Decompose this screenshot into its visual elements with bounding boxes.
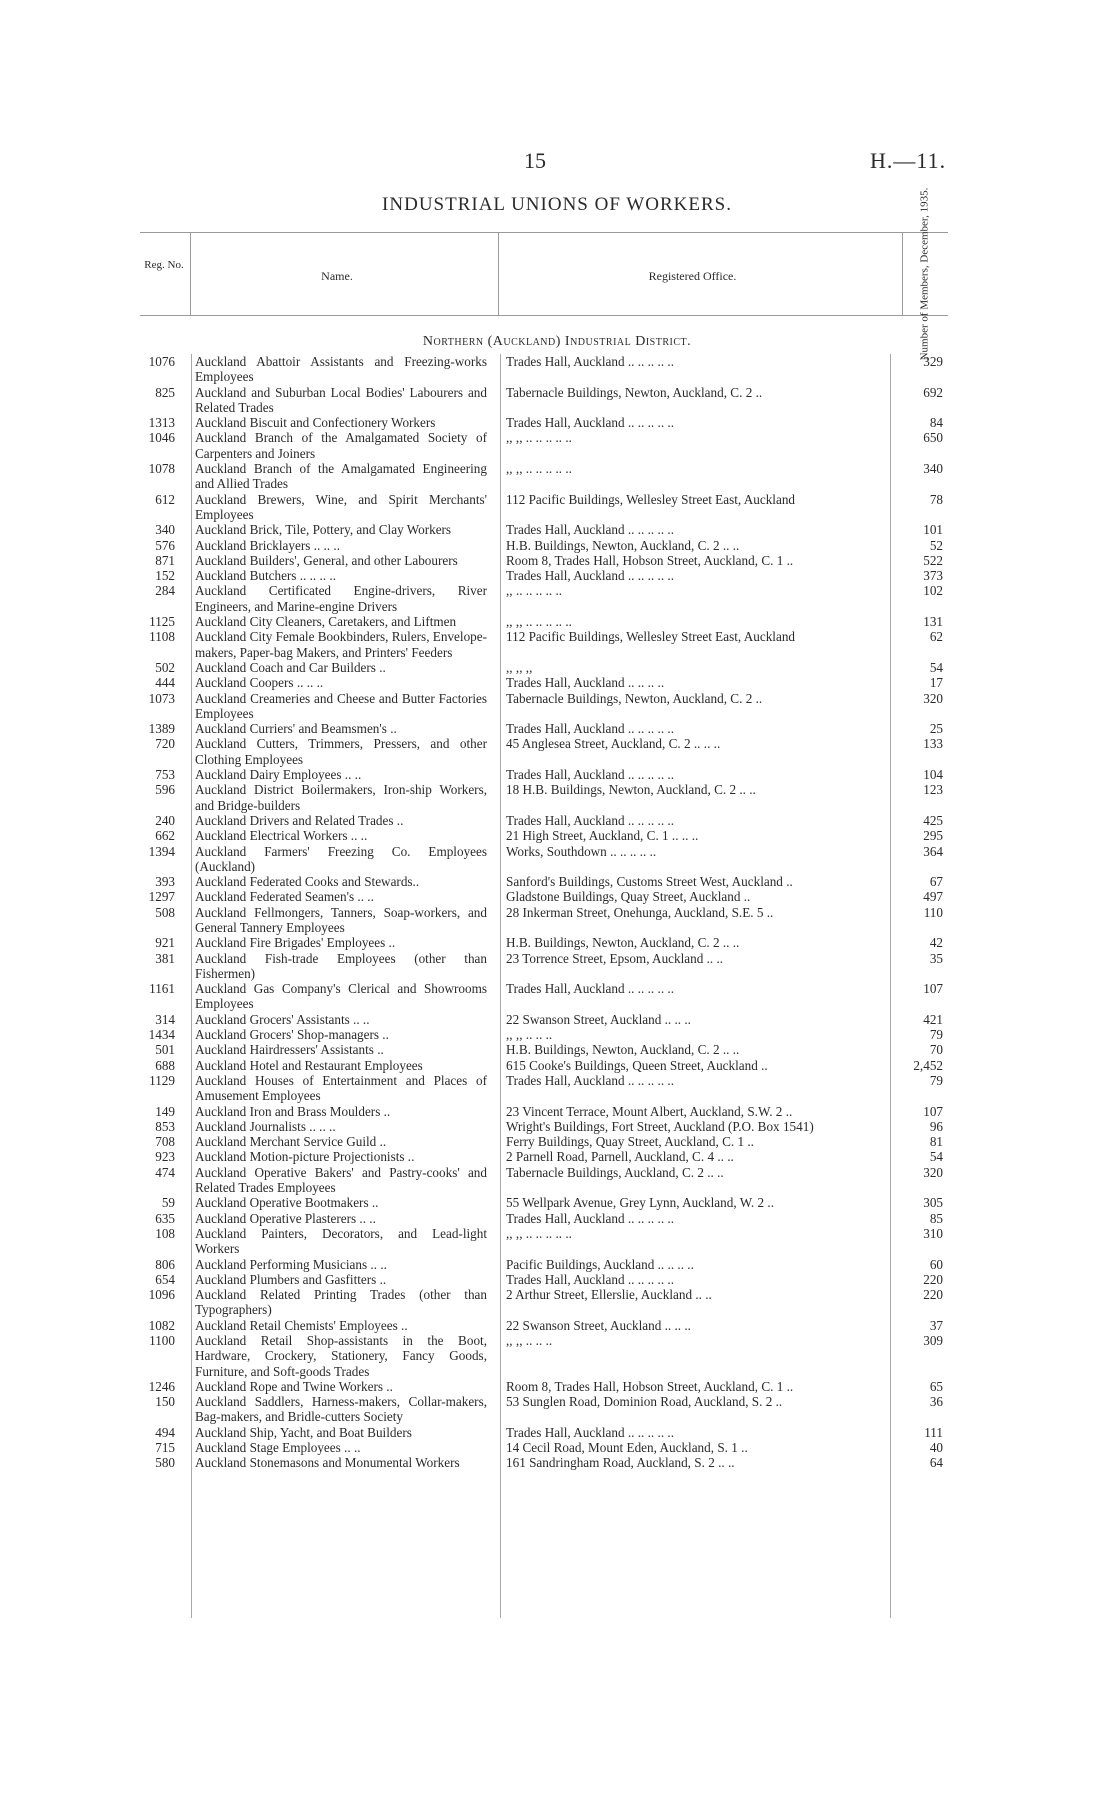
reg-no-cell: 654: [155, 1271, 175, 1287]
union-name-cell: Auckland Federated Seamen's .. ..: [195, 889, 374, 905]
union-name-cell: Auckland Builders', General, and other Labourers: [195, 552, 458, 568]
table-row: [140, 1333, 948, 1379]
table-row: [140, 1149, 948, 1164]
reg-no-cell: 576: [155, 537, 175, 553]
registered-office-cell: 23 Torrence Street, Epsom, Auckland .. ..: [506, 950, 724, 966]
union-name-cell: Auckland Certificated Engine-drivers, River Engineers, and Marine-engine Drivers: [195, 583, 487, 614]
members-count-cell: 133: [923, 736, 943, 752]
reg-no-cell: 1129: [149, 1072, 175, 1088]
union-name-cell: Auckland Hairdressers' Assistants ..: [195, 1042, 384, 1058]
table-row: [140, 1073, 948, 1104]
union-name-cell: Auckland Grocers' Shop-managers ..: [195, 1027, 389, 1043]
reg-no-cell: 1125: [149, 614, 175, 630]
table-row: [140, 553, 948, 568]
union-name-cell: Auckland and Suburban Local Bodies' Labourers and Related Trades: [195, 384, 487, 415]
registered-office-cell: Sanford's Buildings, Customs Street West, Auckland ..: [506, 874, 793, 890]
table-row: [140, 874, 948, 889]
members-count-cell: 305: [923, 1195, 943, 1211]
reg-no-cell: 59: [161, 1195, 175, 1211]
members-count-cell: 692: [923, 384, 943, 400]
registered-office-cell: ,, ,, .. .. ..: [506, 1333, 553, 1348]
union-name-cell: Auckland Retail Shop-assistants in the Boot, Hardware, Crockery, Stationery, Fancy Goods, Furniture, and Soft-goods Trades: [195, 1333, 487, 1379]
table-row: [140, 1394, 948, 1425]
registered-office-cell: Tabernacle Buildings, Newton, Auckland, C. 2 ..: [506, 690, 763, 706]
union-name-cell: Auckland Operative Plasterers .. ..: [195, 1210, 376, 1226]
union-name-cell: Auckland Ship, Yacht, and Boat Builders: [195, 1424, 412, 1440]
reg-no-cell: 1389: [148, 721, 175, 737]
members-count-cell: 329: [923, 354, 943, 369]
members-count-cell: 36: [929, 1394, 943, 1410]
members-count-cell: 220: [923, 1271, 943, 1287]
union-name-cell: Auckland Hotel and Restaurant Employees: [195, 1057, 423, 1073]
reg-no-cell: 1297: [148, 889, 175, 905]
table-row: [140, 1287, 948, 1318]
registered-office-cell: H.B. Buildings, Newton, Auckland, C. 2 .. ..: [506, 935, 740, 951]
union-name-cell: Auckland Performing Musicians .. ..: [195, 1256, 387, 1272]
members-count-cell: 309: [923, 1333, 943, 1348]
members-count-cell: 25: [929, 721, 943, 737]
union-name-cell: Auckland Bricklayers .. .. ..: [195, 537, 341, 553]
table-row: [140, 1379, 948, 1394]
registered-office-cell: 28 Inkerman Street, Onehunga, Auckland, S.E. 5 ..: [506, 904, 774, 920]
table-row: [140, 1042, 948, 1057]
table-row: [140, 889, 948, 904]
reg-no-cell: 1434: [148, 1027, 175, 1043]
table-row: [140, 691, 948, 722]
table-row: [140, 767, 948, 782]
registered-office-cell: 22 Swanson Street, Auckland .. .. ..: [506, 1317, 691, 1333]
reg-no-cell: 444: [155, 675, 175, 691]
members-count-cell: 84: [929, 415, 943, 431]
members-count-cell: 2,452: [913, 1057, 943, 1073]
union-name-cell: Auckland Stage Employees .. ..: [195, 1440, 361, 1456]
reg-no-cell: 501: [155, 1042, 175, 1058]
members-count-cell: 54: [929, 1149, 943, 1165]
registered-office-cell: H.B. Buildings, Newton, Auckland, C. 2 .. ..: [506, 537, 740, 553]
members-count-cell: 123: [923, 782, 943, 798]
union-name-cell: Auckland Curriers' and Beamsmen's ..: [195, 721, 397, 737]
reg-no-cell: 1096: [148, 1287, 175, 1303]
reg-no-cell: 596: [155, 782, 175, 798]
members-count-cell: 40: [929, 1440, 943, 1456]
members-count-cell: 110: [923, 904, 943, 920]
union-name-cell: Auckland Retail Chemists' Employees ..: [195, 1317, 408, 1333]
registered-office-cell: ,, ,, .. .. ..: [506, 1027, 553, 1043]
table-row: [140, 492, 948, 523]
table-row: [140, 1226, 948, 1257]
registered-office-cell: Ferry Buildings, Quay Street, Auckland, C. 1 ..: [506, 1134, 754, 1150]
members-count-cell: 364: [923, 843, 943, 859]
union-name-cell: Auckland Creameries and Cheese and Butter Factories Employees: [195, 690, 487, 721]
reg-no-cell: 825: [155, 384, 175, 400]
reg-no-cell: 502: [155, 659, 175, 675]
table-row: [140, 1318, 948, 1333]
members-count-cell: 310: [923, 1225, 943, 1241]
registered-office-cell: 2 Arthur Street, Ellerslie, Auckland .. ..: [506, 1287, 712, 1303]
table-row: [140, 1058, 948, 1073]
reg-no-cell: 149: [155, 1103, 175, 1119]
union-name-cell: Auckland Fellmongers, Tanners, Soap-workers, and General Tannery Employees: [195, 904, 487, 935]
reg-no-header: Reg. No.: [144, 259, 184, 271]
reg-no-cell: 381: [155, 950, 175, 966]
reg-no-cell: 1076: [148, 354, 175, 369]
registered-office-cell: 23 Vincent Terrace, Mount Albert, Auckland, S.W. 2 ..: [506, 1103, 793, 1119]
members-count-cell: 497: [923, 889, 943, 905]
union-name-cell: Auckland Federated Cooks and Stewards..: [195, 874, 420, 890]
registered-office-cell: 53 Sunglen Road, Dominion Road, Auckland, S. 2 ..: [506, 1394, 783, 1410]
members-count-cell: 65: [929, 1378, 943, 1394]
table-row: [140, 1272, 948, 1287]
registered-office-cell: Tabernacle Buildings, Newton, Auckland, C. 2 ..: [506, 384, 763, 400]
members-count-cell: 107: [923, 981, 943, 997]
reg-no-cell: 635: [155, 1210, 175, 1226]
union-name-cell: Auckland Biscuit and Confectionery Workers: [195, 415, 436, 431]
members-count-cell: 373: [923, 568, 943, 584]
union-name-cell: Auckland Butchers .. .. .. ..: [195, 568, 337, 584]
table-row: [140, 813, 948, 828]
union-name-cell: Auckland Electrical Workers .. ..: [195, 828, 368, 844]
registered-office-cell: ,, ,, .. .. .. .. ..: [506, 430, 572, 446]
union-name-cell: Auckland Coopers .. .. ..: [195, 675, 324, 691]
registered-office-cell: 21 High Street, Auckland, C. 1 .. .. ..: [506, 828, 699, 844]
members-count-cell: 42: [929, 935, 943, 951]
union-name-cell: Auckland Painters, Decorators, and Lead-light Workers: [195, 1225, 487, 1257]
table-row: [140, 951, 948, 982]
registered-office-cell: Trades Hall, Auckland .. .. .. .. ..: [506, 721, 675, 737]
reg-no-cell: 314: [155, 1011, 175, 1027]
table-row: [140, 1119, 948, 1134]
reg-no-cell: 708: [155, 1134, 175, 1150]
reg-no-cell: 806: [155, 1256, 175, 1272]
table-row: [140, 538, 948, 553]
members-count-cell: 79: [929, 1027, 943, 1043]
table-row: [140, 614, 948, 629]
union-name-cell: Auckland Journalists .. .. ..: [195, 1118, 336, 1134]
members-count-cell: 425: [923, 812, 943, 828]
table-row: [140, 415, 948, 430]
registered-office-cell: ,, ,, .. .. .. .. ..: [506, 1225, 572, 1241]
unions-table: [140, 354, 948, 1471]
union-name-cell: Auckland Stonemasons and Monumental Workers: [195, 1455, 460, 1471]
registered-office-cell: Trades Hall, Auckland .. .. .. ..: [506, 675, 665, 691]
registered-office-cell: ,, ,, ,,: [506, 659, 533, 675]
members-count-cell: 64: [929, 1455, 943, 1471]
union-name-cell: Auckland Related Printing Trades (other than Typographers): [195, 1287, 487, 1318]
registered-office-cell: Wright's Buildings, Fort Street, Auckland (P.O. Box 1541): [506, 1118, 814, 1134]
reg-no-cell: 284: [155, 583, 175, 599]
members-count-cell: 220: [923, 1287, 943, 1303]
reg-no-cell: 340: [155, 522, 175, 538]
registered-office-cell: Room 8, Trades Hall, Hobson Street, Auckland, C. 1 ..: [506, 1378, 794, 1394]
union-name-cell: Auckland Abattoir Assistants and Freezing-works Employees: [195, 354, 487, 385]
table-row: [140, 1104, 948, 1119]
reg-no-cell: 1313: [148, 415, 175, 431]
registered-office-cell: ,, ,, .. .. .. .. ..: [506, 461, 572, 477]
reg-no-cell: 688: [155, 1057, 175, 1073]
reg-no-cell: 1246: [148, 1378, 175, 1394]
table-row: [140, 905, 948, 936]
reg-no-cell: 921: [155, 935, 175, 951]
registered-office-cell: ,, .. .. .. .. ..: [506, 583, 563, 599]
registered-office-cell: Trades Hall, Auckland .. .. .. .. ..: [506, 1072, 675, 1088]
name-header: Name.: [321, 269, 353, 283]
union-name-cell: Auckland Rope and Twine Workers ..: [195, 1378, 393, 1394]
union-name-cell: Auckland City Cleaners, Caretakers, and Liftmen: [195, 614, 457, 630]
registered-office-cell: 14 Cecil Road, Mount Eden, Auckland, S. 1 ..: [506, 1440, 748, 1456]
reg-no-cell: 1394: [148, 843, 175, 859]
reg-no-cell: 474: [155, 1164, 175, 1180]
members-count-cell: 17: [929, 675, 943, 691]
reg-no-cell: 1161: [149, 981, 175, 997]
table-row: [140, 354, 948, 385]
reg-no-cell: 662: [155, 828, 175, 844]
table-row: [140, 1455, 948, 1470]
members-count-cell: 54: [929, 659, 943, 675]
reg-no-cell: 1046: [148, 430, 175, 446]
members-count-cell: 35: [929, 950, 943, 966]
table-row: [140, 1027, 948, 1042]
members-count-cell: 340: [923, 461, 943, 477]
registered-office-cell: 2 Parnell Road, Parnell, Auckland, C. 4 .. ..: [506, 1149, 734, 1165]
table-row: [140, 1257, 948, 1272]
table-row: [140, 1165, 948, 1196]
registered-office-cell: H.B. Buildings, Newton, Auckland, C. 2 .. ..: [506, 1042, 740, 1058]
union-name-cell: Auckland Branch of the Amalgamated Society of Carpenters and Joiners: [195, 430, 487, 461]
registered-office-cell: 112 Pacific Buildings, Wellesley Street East, Auckland: [506, 629, 796, 645]
table-row: [140, 1195, 948, 1210]
reg-no-cell: 108: [155, 1225, 175, 1241]
members-count-cell: 37: [929, 1317, 943, 1333]
table-row: [140, 844, 948, 875]
table-row: [140, 568, 948, 583]
table-row: [140, 430, 948, 461]
union-name-cell: Auckland Brewers, Wine, and Spirit Merchants' Employees: [195, 491, 487, 522]
union-name-cell: Auckland Plumbers and Gasfitters ..: [195, 1271, 387, 1287]
reg-no-cell: 1108: [149, 629, 175, 645]
union-name-cell: Auckland District Boilermakers, Iron-ship Workers, and Bridge-builders: [195, 782, 487, 813]
column-divider: [498, 233, 499, 315]
reg-no-cell: 1073: [148, 690, 175, 706]
table-row: [140, 782, 948, 813]
members-count-cell: 70: [929, 1042, 943, 1058]
members-count-cell: 111: [924, 1424, 943, 1440]
reg-no-cell: 152: [155, 568, 175, 584]
union-name-cell: Auckland Farmers' Freezing Co. Employees (Auckland): [195, 843, 487, 874]
members-count-cell: 295: [923, 828, 943, 844]
table-row: [140, 1012, 948, 1027]
registered-office-cell: Trades Hall, Auckland .. .. .. .. ..: [506, 1424, 675, 1440]
union-name-cell: Auckland Drivers and Related Trades ..: [195, 812, 404, 828]
members-header: Number of Members, December, 1935.: [918, 187, 931, 361]
union-name-cell: Auckland Houses of Entertainment and Places of Amusement Employees: [195, 1072, 487, 1104]
registered-office-cell: Trades Hall, Auckland .. .. .. .. ..: [506, 1210, 675, 1226]
table-row: [140, 981, 948, 1012]
members-count-cell: 320: [923, 1164, 943, 1180]
union-name-cell: Auckland Operative Bootmakers ..: [195, 1195, 379, 1211]
members-count-cell: 131: [923, 614, 943, 630]
reg-no-cell: 494: [155, 1424, 175, 1440]
page-title: INDUSTRIAL UNIONS OF WORKERS.: [382, 194, 732, 215]
table-row: [140, 935, 948, 950]
union-name-cell: Auckland Brick, Tile, Pottery, and Clay Workers: [195, 522, 452, 538]
district-heading: Northern (Auckland) Industrial District.: [422, 334, 692, 349]
members-count-cell: 421: [923, 1011, 943, 1027]
registered-office-cell: Trades Hall, Auckland .. .. .. .. ..: [506, 354, 675, 369]
registered-office-cell: Trades Hall, Auckland .. .. .. .. ..: [506, 812, 675, 828]
members-count-cell: 85: [929, 1210, 943, 1226]
reg-no-cell: 580: [155, 1455, 175, 1471]
registered-office-cell: Gladstone Buildings, Quay Street, Auckland ..: [506, 889, 751, 905]
registered-office-cell: 22 Swanson Street, Auckland .. .. ..: [506, 1011, 691, 1027]
registered-office-cell: Trades Hall, Auckland .. .. .. .. ..: [506, 1271, 675, 1287]
members-count-cell: 62: [929, 629, 943, 645]
table-row: [140, 522, 948, 537]
reg-no-cell: 720: [155, 736, 175, 752]
union-name-cell: Auckland Fire Brigades' Employees ..: [195, 935, 396, 951]
reg-no-cell: 150: [155, 1394, 175, 1410]
union-name-cell: Auckland Saddlers, Harness-makers, Collar-makers, Bag-makers, and Bridle-cutters Society: [195, 1394, 487, 1425]
reg-no-cell: 715: [155, 1440, 175, 1456]
reg-no-cell: 1078: [148, 461, 175, 477]
table-row: [140, 1440, 948, 1455]
column-divider: [190, 233, 191, 315]
registered-office-cell: 161 Sandringham Road, Auckland, S. 2 .. ..: [506, 1455, 735, 1471]
members-count-cell: 81: [929, 1134, 943, 1150]
union-name-cell: Auckland Merchant Service Guild ..: [195, 1134, 387, 1150]
table-row: [140, 736, 948, 767]
registered-office-cell: 18 H.B. Buildings, Newton, Auckland, C. 2 .. ..: [506, 782, 756, 798]
registered-office-cell: Pacific Buildings, Auckland .. .. .. ..: [506, 1256, 694, 1272]
members-count-cell: 102: [923, 583, 943, 599]
members-count-cell: 79: [929, 1072, 943, 1088]
union-name-cell: Auckland Gas Company's Clerical and Showrooms Employees: [195, 981, 487, 1012]
registered-office-cell: Room 8, Trades Hall, Hobson Street, Auckland, C. 1 ..: [506, 552, 794, 568]
page-number: 15: [524, 148, 546, 173]
members-count-cell: 67: [929, 874, 943, 890]
registered-office-cell: 615 Cooke's Buildings, Queen Street, Auckland ..: [506, 1057, 768, 1073]
table-row: [140, 828, 948, 843]
reg-no-cell: 240: [155, 812, 175, 828]
union-name-cell: Auckland Coach and Car Builders ..: [195, 659, 386, 675]
registered-office-cell: Trades Hall, Auckland .. .. .. .. ..: [506, 981, 675, 997]
members-count-cell: 107: [923, 1103, 943, 1119]
table-row: [140, 461, 948, 492]
registered-office-cell: Trades Hall, Auckland .. .. .. .. ..: [506, 568, 675, 584]
union-name-cell: Auckland City Female Bookbinders, Rulers, Envelope-makers, Paper-bag Makers, and Printers' Feeders: [195, 629, 487, 660]
union-name-cell: Auckland Fish-trade Employees (other than Fishermen): [195, 950, 487, 981]
members-count-cell: 60: [929, 1256, 943, 1272]
union-name-cell: Auckland Branch of the Amalgamated Engineering and Allied Trades: [195, 461, 487, 492]
union-name-cell: Auckland Operative Bakers' and Pastry-cooks' and Related Trades Employees: [195, 1164, 487, 1196]
union-name-cell: Auckland Dairy Employees .. ..: [195, 767, 362, 783]
registered-office-cell: Trades Hall, Auckland .. .. .. .. ..: [506, 522, 675, 538]
table-row: [140, 629, 948, 660]
members-count-cell: 522: [923, 552, 943, 568]
table-row: [140, 721, 948, 736]
union-name-cell: Auckland Grocers' Assistants .. ..: [195, 1011, 370, 1027]
registered-office-cell: Works, Southdown .. .. .. .. ..: [506, 843, 657, 859]
union-name-cell: Auckland Motion-picture Projectionists ..: [195, 1149, 415, 1165]
members-count-cell: 78: [929, 491, 943, 507]
reg-no-cell: 1100: [149, 1333, 175, 1348]
members-count-cell: 320: [923, 690, 943, 706]
members-count-cell: 101: [923, 522, 943, 538]
members-count-cell: 650: [923, 430, 943, 446]
reg-no-cell: 508: [155, 904, 175, 920]
union-name-cell: Auckland Iron and Brass Moulders ..: [195, 1103, 391, 1119]
registered-office-cell: Trades Hall, Auckland .. .. .. .. ..: [506, 415, 675, 431]
union-name-cell: Auckland Cutters, Trimmers, Pressers, and other Clothing Employees: [195, 736, 487, 767]
registered-office-header: Registered Office.: [648, 269, 737, 283]
table-row: [140, 385, 948, 416]
table-row: [140, 660, 948, 675]
reg-no-cell: 393: [155, 874, 175, 890]
registered-office-cell: Trades Hall, Auckland .. .. .. .. ..: [506, 767, 675, 783]
registered-office-cell: Tabernacle Buildings, Auckland, C. 2 .. ..: [506, 1164, 724, 1180]
reg-no-cell: 871: [155, 552, 175, 568]
registered-office-cell: 112 Pacific Buildings, Wellesley Street East, Auckland: [506, 491, 796, 507]
reg-no-cell: 753: [155, 767, 175, 783]
reg-no-cell: 1082: [148, 1317, 175, 1333]
reg-no-cell: 923: [155, 1149, 175, 1165]
table-row: [140, 583, 948, 614]
members-count-cell: 52: [929, 537, 943, 553]
members-count-cell: 96: [929, 1118, 943, 1134]
registered-office-cell: 45 Anglesea Street, Auckland, C. 2 .. .. ..: [506, 736, 721, 752]
reg-no-cell: 853: [155, 1118, 175, 1134]
registered-office-cell: 55 Wellpark Avenue, Grey Lynn, Auckland, W. 2 ..: [506, 1195, 775, 1211]
table-row: [140, 675, 948, 690]
members-count-cell: 104: [923, 767, 943, 783]
registered-office-cell: ,, ,, .. .. .. .. ..: [506, 614, 572, 630]
series-code: H.—11.: [870, 148, 947, 173]
table-row: [140, 1134, 948, 1149]
table-row: [140, 1211, 948, 1226]
table-row: [140, 1425, 948, 1440]
reg-no-cell: 612: [155, 491, 175, 507]
